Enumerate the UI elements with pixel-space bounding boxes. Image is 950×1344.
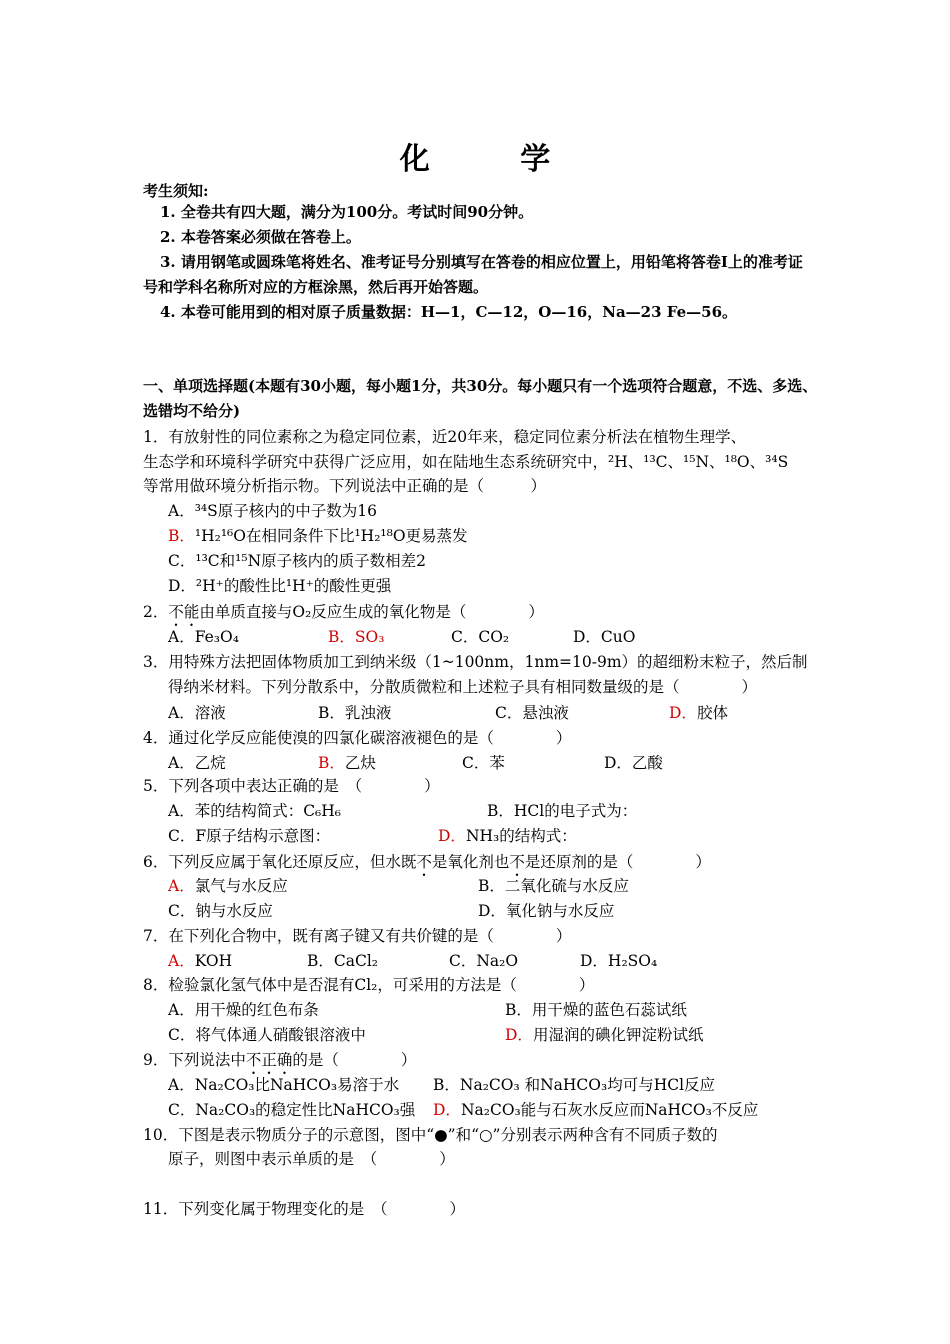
notice-item-4: 4. 本卷可能用到的相对原子质量数据：H—1，C—12，O—16，Na—23 Fe—56。 (160, 303, 738, 321)
question-6-option-a (168, 874, 288, 898)
question-8-option-d (505, 1023, 703, 1047)
question-2-option-b: B．SO₃ (328, 628, 385, 646)
question-5-option-a: A．苯的结构简式：C₆H₆ (168, 802, 341, 820)
question-8-option-b: B．用干燥的蓝色石蕊试纸 (505, 1001, 687, 1019)
question-5-option-b: B．HCl的电子式为： (487, 802, 638, 820)
notice-heading: 考生须知: (143, 182, 209, 200)
question-3-option-a: A．溶液 (168, 704, 226, 722)
emphasis-text: 不 (509, 853, 525, 871)
option-text: 用湿润的碘化钾淀粉试纸 (532, 1026, 704, 1044)
question-1-line-2: 生态学和环境科学研究中获得广泛应用，如在陆地生态系统研究中，²H、¹³C、¹⁵N、¹⁸O、³⁴S (143, 453, 789, 471)
question-6-option-b: B．二氧化硫与水反应 (478, 877, 629, 895)
notice-item-3: 3. 请用钢笔或圆珠笔将姓名、准考证号分别填写在答卷的相应位置上，用铅笔将答卷Ⅰ上的准考证号和学科名称所对应的方框涂黑，然后再开始答题。 (143, 253, 803, 296)
question-1-line-1: 1．有放射性的同位素称之为稳定同位素，近20年来，稳定同位素分析法在植物生理学、 (143, 428, 747, 446)
emphasis-text: 不能 (168, 603, 200, 621)
answer-mark: D． (669, 704, 697, 722)
question-3-option-b: B．乳浊液 (318, 704, 392, 722)
option-text: 氯气与水反应 (194, 877, 288, 895)
question-number: 2． (143, 603, 169, 621)
question-7-option-c: C．Na₂O (449, 952, 519, 970)
question-7-stem: 7．在下列化合物中，既有离子键又有共价键的是（ ） (143, 927, 572, 945)
answer-mark: D． (505, 1026, 533, 1044)
question-4-option-d: D．乙酸 (604, 754, 663, 772)
option-text: 胶体 (696, 704, 728, 722)
question-9-option-c: C．Na₂CO₃的稳定性比NaHCO₃强 (168, 1101, 416, 1119)
answer-mark: A． (168, 952, 195, 970)
question-4-stem: 4．通过化学反应能使溴的四氯化碳溶液褪色的是（ ） (143, 729, 572, 747)
notice-item-2: 2. 本卷答案必须做在答卷上。 (160, 228, 361, 246)
question-2-option-a: A．Fe₃O₄ (168, 628, 239, 646)
question-11-stem: 11．下列变化属于物理变化的是 （ ） (143, 1200, 465, 1218)
section-heading: 一、单项选择题(本题有30小题，每小题1分，共30分。每小题只有一个选项符合题意，不选、多选、选错均不给分) (143, 377, 818, 420)
question-9-option-a: A．Na₂CO₃比NaHCO₃易溶于水 (168, 1076, 400, 1094)
stem-text: 6．下列反应属于氧化还原反应，但水既 (143, 853, 417, 871)
question-8-option-c: C．将气体通人硝酸银溶液中 (168, 1026, 366, 1044)
question-10-line-1: 10．下图是表示物质分子的示意图，图中“●”和“○”分别表示两种含有不同质子数的 (143, 1126, 718, 1144)
question-7-option-a (168, 949, 232, 973)
stem-text: 9．下列说法中 (143, 1051, 246, 1069)
question-3-option-d (669, 701, 728, 725)
option-text: ¹H₂¹⁶O在相同条件下比¹H₂¹⁸O更易蒸发 (194, 527, 468, 545)
question-10-line-2: 原子，则图中表示单质的是 （ ） (168, 1150, 455, 1168)
answer-mark: B． (318, 754, 345, 772)
question-8-option-a: A．用干燥的红色布条 (168, 1001, 319, 1019)
question-3-line-2: 得纳米材料。下列分散系中，分散质微粒和上述粒子具有相同数量级的是（ ） (168, 678, 758, 696)
question-1-option-b (168, 524, 468, 548)
emphasis-text: 不正确 (245, 1051, 293, 1069)
question-3-option-c: C．悬浊液 (495, 704, 569, 722)
question-6-option-c: C．钠与水反应 (168, 902, 273, 920)
question-7-option-d: D．H₂SO₄ (580, 952, 658, 970)
question-2-option-d: D．CuO (573, 628, 636, 646)
option-text: Na₂CO₃能与石灰水反应而NaHCO₃不反应 (460, 1101, 759, 1119)
question-1-option-d: D．²H⁺的酸性比¹H⁺的酸性更强 (168, 577, 392, 595)
question-4-option-b (318, 751, 376, 775)
question-5-option-d (438, 824, 577, 848)
answer-mark: A． (168, 877, 195, 895)
question-1-option-a: A．³⁴S原子核内的中子数为16 (168, 502, 377, 520)
option-text: 乙炔 (344, 754, 376, 772)
question-8-stem: 8．检验氯化氢气体中是否混有Cl₂，可采用的方法是（ ） (143, 976, 595, 994)
question-5-stem: 5．下列各项中表达正确的是 （ ） (143, 777, 440, 795)
question-1-option-c: C．¹³C和¹⁵N原子核内的质子数相差2 (168, 552, 426, 570)
question-3-line-1: 3．用特殊方法把固体物质加工到纳米级（1~100nm，1nm=10-9m）的超细粉末粒子，然后制 (143, 653, 808, 671)
question-5-option-c: C．F原子结构示意图： (168, 827, 331, 845)
emphasis-text: 不 (416, 853, 432, 871)
answer-mark: B． (168, 527, 195, 545)
option-text: NH₃的结构式： (465, 827, 577, 845)
option-text: KOH (194, 952, 233, 970)
stem-text: 的是（ ） (292, 1051, 417, 1069)
question-7-option-b: B．CaCl₂ (307, 952, 379, 970)
stem-text: 是氧化剂也 (431, 853, 510, 871)
stem-text: 是还原剂的是（ ） (524, 853, 711, 871)
stem-text: 由单质直接与O₂反应生成的氧化物是（ ） (199, 603, 544, 621)
question-6-option-d: D．氧化钠与水反应 (478, 902, 615, 920)
question-4-option-a: A．乙烷 (168, 754, 226, 772)
question-9-option-b: B．Na₂CO₃ 和NaHCO₃均可与HCl反应 (433, 1076, 716, 1094)
notice-item-1: 1. 全卷共有四大题，满分为100分。考试时间90分钟。 (160, 203, 534, 221)
question-9-option-d (433, 1098, 758, 1122)
answer-mark: D． (438, 827, 466, 845)
question-2-option-c: C．CO₂ (451, 628, 510, 646)
answer-mark: D． (433, 1101, 461, 1119)
question-1-line-3: 等常用做环境分析指示物。下列说法中正确的是（ ） (143, 477, 547, 495)
question-4-option-c: C．苯 (462, 754, 505, 772)
page-title: 化 学 (399, 142, 591, 177)
